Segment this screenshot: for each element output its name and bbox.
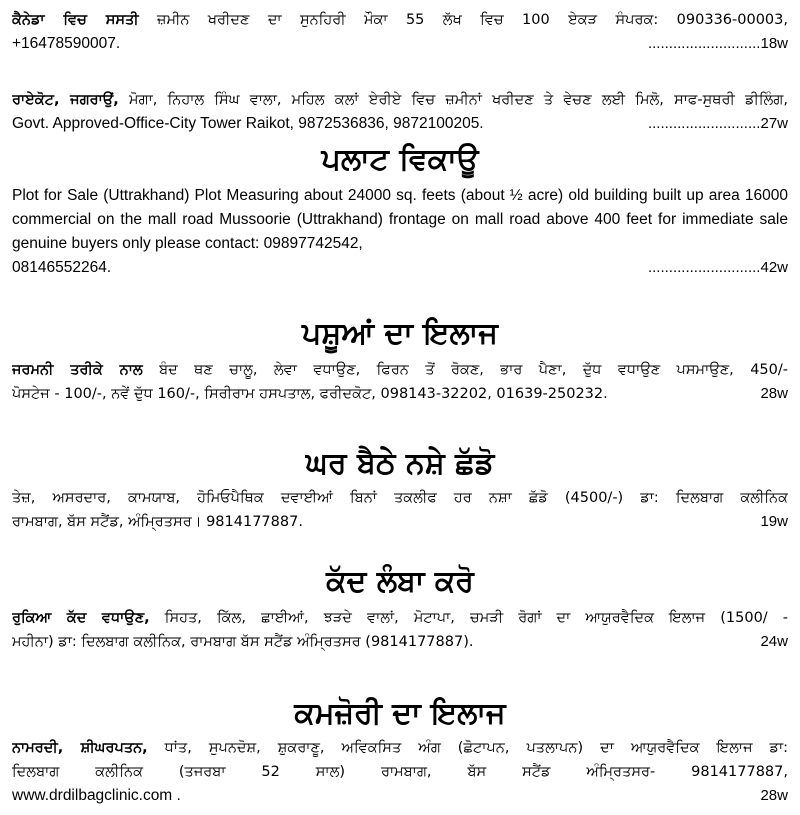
ad-line [12,112,788,136]
ad-line [12,256,788,280]
ad-canada-land [12,8,788,56]
ad-code: ...........................42w [647,259,788,276]
ad-text: ਪੋਸਟੇਜ - 100/-, ਨਵੇਂ ਦੁੱਧ 160/-, ਸਿਰੀਰਾਮ ਹਸਪਤਾਲ, ਫਰੀਦਕੋਟ, 098143-32202, 01639-250232. [12,386,608,402]
ad-line [12,32,788,56]
ad-text: ਬੰਦ ਥਣ ਚਾਲੂ, ਲੇਵਾ ਵਧਾਉਣ, ਫਿਰਨ ਤੋਂ ਰੋਕਣ, ਭਾਰ ਪੈਣਾ, ਦੁੱਧ ਵਧਾਉਣ ਪਸਮਾਉਣ, 450/- [142,362,788,378]
ad-code: 24w [760,633,788,650]
ad-lead: ਰਾਏਕੋਟ, ਜਗਰਾਉਂ, [12,92,119,108]
ad-code: 19w [760,513,788,530]
ad-code: 28w [760,385,788,402]
ad-line [12,486,788,510]
ad-line [12,8,788,32]
ad-weakness-treatment [12,736,788,808]
ad-heading: ਪਸ਼ੂਆਂ ਦਾ ਇਲਾਜ [302,316,498,351]
ad-line [12,760,788,784]
ad-lead: ਕੈਨੇਡਾ ਵਿਚ ਸਸਤੀ [12,12,139,28]
ad-quit-addiction [12,486,788,534]
ad-text: Govt. Approved-Office-City Tower Raikot, 9872536836, 9872100205. [12,115,484,132]
ad-text: ਸਿਹਤ, ਕਿੱਲ, ਛਾਈਆਂ, ਝੜਦੇ ਵਾਲਾਂ, ਮੋਟਾਪਾ, ਚਮੜੀ ਰੋਗਾਂ ਦਾ ਆਯੁਰਵੈਦਿਕ ਇਲਾਜ (1500/ - [149,610,788,626]
ad-line [12,630,788,654]
ad-heading: ਘਰ ਬੈਠੇ ਨਸ਼ੇ ਛੱਡੋ [305,446,495,481]
ad-lead: ਜਰਮਨੀ ਤਰੀਕੇ ਨਾਲ [12,362,143,378]
ad-line [12,736,788,760]
ad-line [12,784,788,808]
ad-text: 08146552264. [12,259,112,276]
ad-body: Plot for Sale (Uttrakhand) Plot Measuring about 24000 sq. feets (about ½ acre) old building built up area 16000 commercial on the mall road Mussoorie (Uttrakhand) frontage on mall road above 400 feet for immediate sale genuine buyers only please contact: 09897742542, [12,187,788,252]
ad-code: 28w [760,787,788,804]
ad-text: ਧਾਂਤ, ਸੁਪਨਦੋਸ਼, ਸ਼ੁਕਰਾਣੂ, ਅਵਿਕਸਿਤ ਅੰਗ (ਛੋਟਾਪਨ, ਪਤਲਾਪਨ) ਦਾ ਆਯੁਰਵੈਦਿਕ ਇਲਾਜ ਡਾ: [147,740,788,756]
ad-text: +16478590007. [12,35,121,52]
ad-height-increase [12,606,788,654]
ad-heading: ਕੱਦ ਲੰਬਾ ਕਰੋ [326,564,474,599]
ad-lead: ਨਾਮਰਦੀ, ਸ਼ੀਘਰਪਤਨ, [12,740,148,756]
ad-plot-for-sale [12,184,788,280]
ad-line [12,358,788,382]
ad-raikot-land [12,88,788,136]
ad-text: ਮੋਗਾ, ਨਿਹਾਲ ਸਿੰਘ ਵਾਲਾ, ਮਹਿਲ ਕਲਾਂ ਏਰੀਏ ਵਿਚ ਜ਼ਮੀਨਾਂ ਖਰੀਦਣ ਤੇ ਵੇਚਣ ਲਈ ਮਿਲੋ, ਸਾਫ-ਸੁਥਰੀ ਡੀਲਿੰਗ, [118,92,788,108]
ad-heading: ਕਮਜ਼ੋਰੀ ਦਾ ਇਲਾਜ [294,696,506,731]
ad-lead: ਰੁਕਿਆ ਕੱਦ ਵਧਾਉਣ, [12,610,150,626]
ad-text: ਮਹੀਨਾ) ਡਾ: ਦਿਲਬਾਗ ਕਲੀਨਿਕ, ਰਾਮਬਾਗ ਬੱਸ ਸਟੈਂਡ ਅੰਮ੍ਰਿਤਸਰ (9814177887). [12,634,474,650]
ad-line [12,382,788,406]
ad-text: ਰਾਮਬਾਗ, ਬੱਸ ਸਟੈਂਡ, ਅੰਮ੍ਰਿਤਸਰ। 9814177887. [12,514,303,530]
ad-text: ਜ਼ਮੀਨ ਖਰੀਦਣ ਦਾ ਸੁਨਹਿਰੀ ਮੌਕਾ 55 ਲੱਖ ਵਿਚ 100 ਏਕੜ ਸੰਪਰਕ: 090336-00003, [138,12,788,28]
ad-line [12,606,788,630]
ad-code: ...........................27w [647,115,788,132]
ad-animal-treatment [12,358,788,406]
ad-heading: ਪਲਾਟ ਵਿਕਾਊ [321,142,479,177]
ad-text: www.drdilbagclinic.com . [12,787,181,804]
ad-line [12,88,788,112]
ad-text: ਦਿਲਬਾਗ ਕਲੀਨਿਕ (ਤਜਰਬਾ 52 ਸਾਲ) ਰਾਮਬਾਗ, ਬੱਸ ਸਟੈਂਡ ਅੰਮ੍ਰਿਤਸਰ- 9814177887, [12,764,788,780]
ad-line [12,510,788,534]
ad-code: ...........................18w [647,35,788,52]
ad-text: ਤੇਜ਼, ਅਸਰਦਾਰ, ਕਾਮਯਾਬ, ਹੋਮਿਓਪੈਥਿਕ ਦਵਾਈਆਂ ਬਿਨਾਂ ਤਕਲੀਫ ਹਰ ਨਸ਼ਾ ਛੱਡੋ (4500/-) ਡਾ: ਦਿਲਬਾਗ ਕਲੀਨਿਕ [12,490,788,506]
